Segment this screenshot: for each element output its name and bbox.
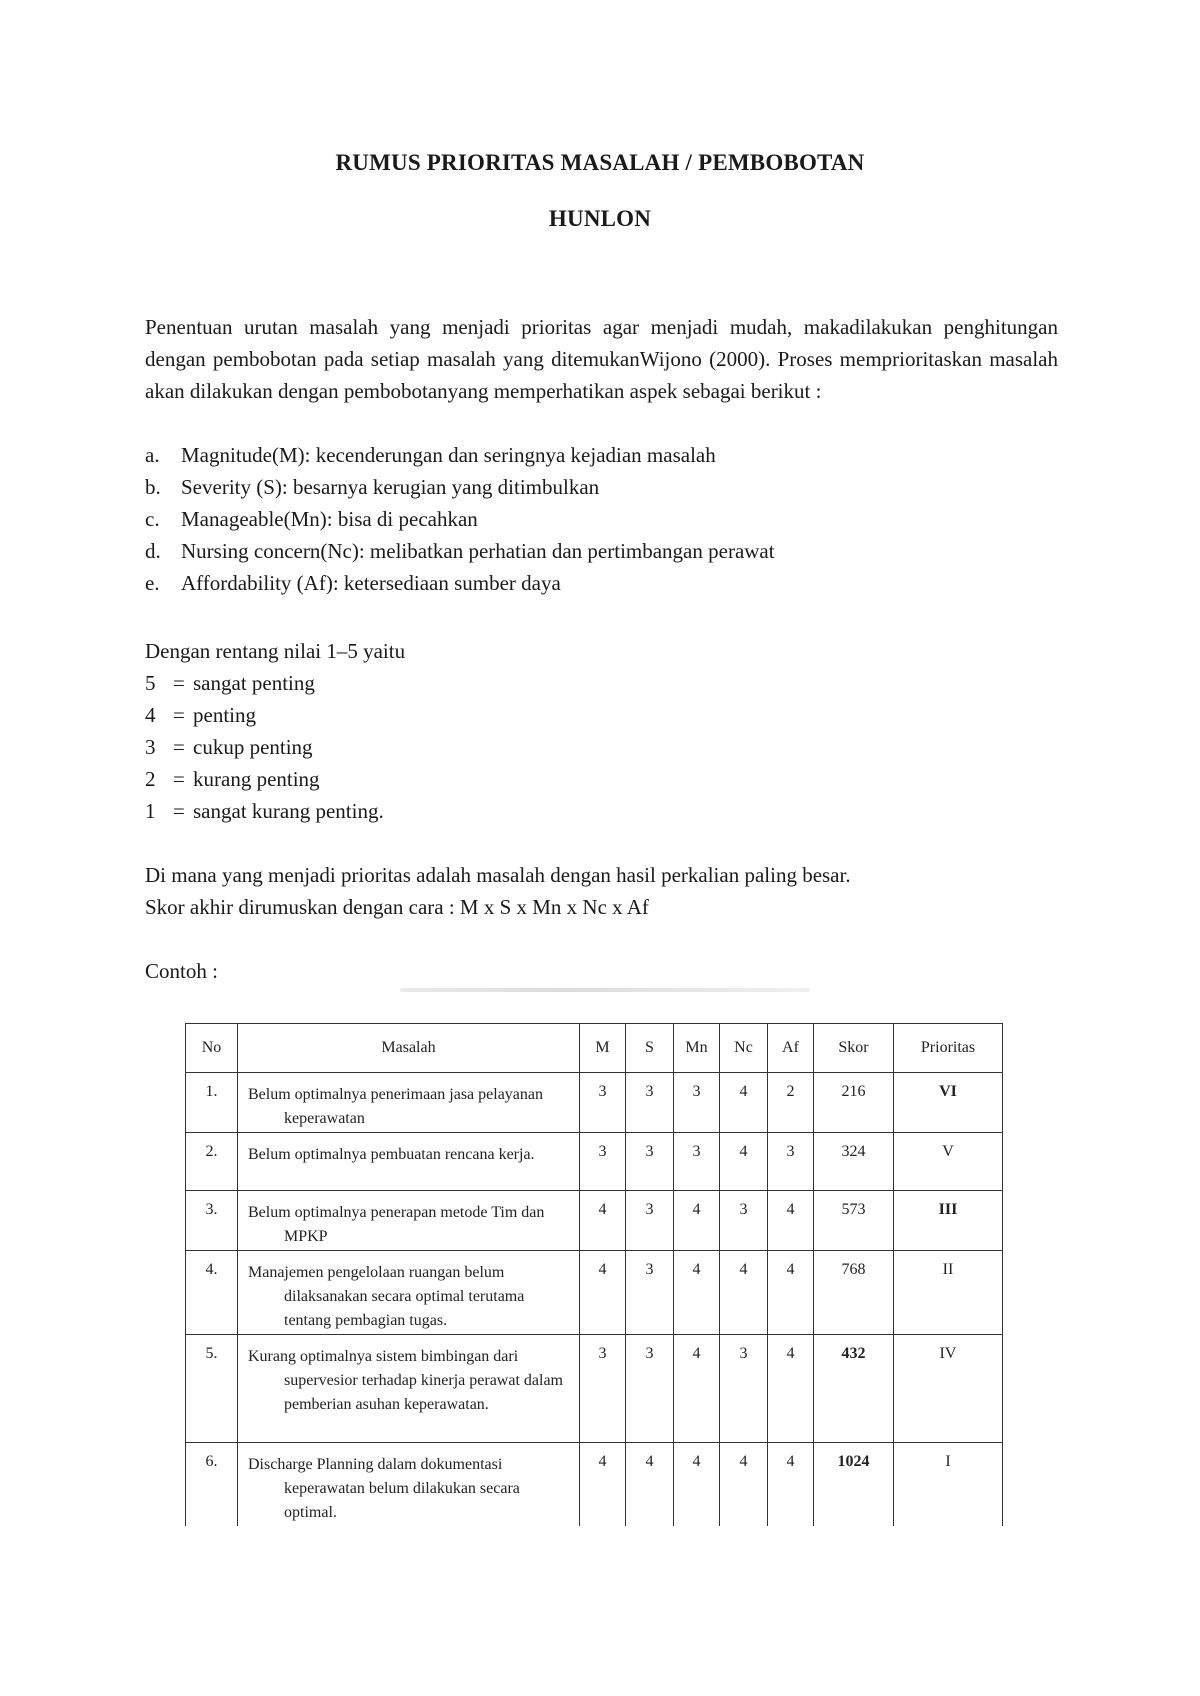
range-row <box>145 763 1058 795</box>
list-text: Severity (S): besarnya kerugian yang ditimbulkan <box>181 475 600 499</box>
cell-prioritas: IV <box>894 1335 1003 1443</box>
table-row <box>186 1251 1003 1335</box>
cell-nc: 4 <box>720 1133 768 1191</box>
table-row <box>186 1073 1003 1133</box>
range-row <box>145 731 1058 763</box>
cell-nc: 3 <box>720 1335 768 1443</box>
list-item <box>145 471 1058 503</box>
cell-no: 1. <box>186 1073 238 1133</box>
column-header: Af <box>768 1024 814 1073</box>
cell-mn: 4 <box>674 1443 720 1527</box>
cell-prioritas: II <box>894 1251 1003 1335</box>
equals-sign: = <box>173 703 185 727</box>
cell-mn: 3 <box>674 1073 720 1133</box>
cell-mn: 3 <box>674 1133 720 1191</box>
cell-masalah: Discharge Planning dalam dokumentasi keperawatan belum dilakukan secara optimal. <box>238 1443 580 1527</box>
list-text: Manageable(Mn): bisa di pecahkan <box>181 507 478 531</box>
column-header: Skor <box>814 1024 894 1073</box>
list-marker: a. <box>145 443 160 467</box>
cell-masalah: Belum optimalnya penerapan metode Tim dan MPKP <box>238 1191 580 1251</box>
column-header: Mn <box>674 1024 720 1073</box>
cell-prioritas: V <box>894 1133 1003 1191</box>
example-label: Contoh : <box>145 959 218 983</box>
cell-prioritas: III <box>894 1191 1003 1251</box>
formula-note <box>145 859 1058 923</box>
list-marker: b. <box>145 475 161 499</box>
table-row <box>186 1133 1003 1191</box>
table-row <box>186 1191 1003 1251</box>
cell-af: 3 <box>768 1133 814 1191</box>
cell-nc: 4 <box>720 1251 768 1335</box>
column-header: M <box>580 1024 626 1073</box>
list-item <box>145 503 1058 535</box>
cell-masalah: Belum optimalnya penerimaan jasa pelayanan keperawatan <box>238 1073 580 1133</box>
list-text: Affordability (Af): ketersediaan sumber daya <box>181 571 561 595</box>
table-header-row <box>186 1024 1003 1073</box>
cell-mn: 4 <box>674 1191 720 1251</box>
range-value: 3 <box>145 735 156 759</box>
list-marker: e. <box>145 571 160 595</box>
cell-nc: 4 <box>720 1443 768 1527</box>
cell-nc: 3 <box>720 1191 768 1251</box>
cell-m: 4 <box>580 1443 626 1527</box>
cell-s: 3 <box>626 1133 674 1191</box>
cell-m: 3 <box>580 1335 626 1443</box>
intro-paragraph: Penentuan urutan masalah yang menjadi prioritas agar menjadi mudah, makadilakukan penghitungan dengan pembobotan pada setiap masalah yang ditemukanWijono (2000). Proses memprioritaskan masalah akan dilakukan dengan pembobotanyang memperhatikan aspek sebagai berikut : <box>145 315 1058 403</box>
cell-m: 3 <box>580 1133 626 1191</box>
cell-masalah: Belum optimalnya pembuatan rencana kerja. <box>238 1133 580 1191</box>
column-header: No <box>186 1024 238 1073</box>
cell-s: 3 <box>626 1335 674 1443</box>
list-marker: d. <box>145 539 161 563</box>
cell-af: 2 <box>768 1073 814 1133</box>
cell-no: 4. <box>186 1251 238 1335</box>
column-header: Masalah <box>238 1024 580 1073</box>
equals-sign: = <box>173 799 185 823</box>
range-label: kurang penting <box>193 767 320 791</box>
formula-line: Skor akhir dirumuskan dengan cara : M x S x Mn x Nc x Af <box>145 895 649 919</box>
page-title: RUMUS PRIORITAS MASALAH / PEMBOBOTAN <box>335 150 865 175</box>
table-row <box>186 1335 1003 1443</box>
range-label: cukup penting <box>193 735 313 759</box>
equals-sign: = <box>173 671 185 695</box>
cell-skor: 432 <box>814 1335 894 1443</box>
cell-af: 4 <box>768 1251 814 1335</box>
range-row <box>145 667 1058 699</box>
list-item <box>145 439 1058 471</box>
aspect-list <box>145 439 1058 599</box>
cell-no: 2. <box>186 1133 238 1191</box>
equals-sign: = <box>173 735 185 759</box>
cell-mn: 4 <box>674 1251 720 1335</box>
range-row <box>145 699 1058 731</box>
cell-m: 4 <box>580 1191 626 1251</box>
equals-sign: = <box>173 767 185 791</box>
range-row <box>145 795 1058 827</box>
cell-s: 3 <box>626 1073 674 1133</box>
priority-table <box>185 1023 1003 1526</box>
cell-skor: 324 <box>814 1133 894 1191</box>
column-header: Prioritas <box>894 1024 1003 1073</box>
column-header: S <box>626 1024 674 1073</box>
cell-masalah: Kurang optimalnya sistem bimbingan dari supervesior terhadap kinerja perawat dalam pemberian asuhan keperawatan. <box>238 1335 580 1443</box>
cell-prioritas: I <box>894 1443 1003 1527</box>
cell-s: 3 <box>626 1251 674 1335</box>
cell-skor: 216 <box>814 1073 894 1133</box>
page-subtitle: HUNLON <box>548 206 652 231</box>
cell-skor: 768 <box>814 1251 894 1335</box>
cell-m: 4 <box>580 1251 626 1335</box>
range-value: 5 <box>145 671 156 695</box>
cell-mn: 4 <box>674 1335 720 1443</box>
cell-no: 3. <box>186 1191 238 1251</box>
cell-no: 5. <box>186 1335 238 1443</box>
table-row <box>186 1443 1003 1527</box>
cell-s: 4 <box>626 1443 674 1527</box>
value-range <box>145 635 1058 827</box>
cell-skor: 1024 <box>814 1443 894 1527</box>
range-value: 4 <box>145 703 156 727</box>
cell-af: 4 <box>768 1191 814 1251</box>
list-item <box>145 535 1058 567</box>
cell-no: 6. <box>186 1443 238 1527</box>
column-header: Nc <box>720 1024 768 1073</box>
list-marker: c. <box>145 507 160 531</box>
faint-caption-line <box>400 988 810 992</box>
cell-skor: 573 <box>814 1191 894 1251</box>
cell-af: 4 <box>768 1443 814 1527</box>
cell-af: 4 <box>768 1335 814 1443</box>
range-label: sangat kurang penting. <box>193 799 384 823</box>
cell-prioritas: VI <box>894 1073 1003 1133</box>
range-label: sangat penting <box>193 671 315 695</box>
cell-m: 3 <box>580 1073 626 1133</box>
range-value: 1 <box>145 799 156 823</box>
range-label: penting <box>193 703 256 727</box>
cell-s: 3 <box>626 1191 674 1251</box>
list-text: Magnitude(M): kecenderungan dan seringnya kejadian masalah <box>181 443 716 467</box>
list-text: Nursing concern(Nc): melibatkan perhatian dan pertimbangan perawat <box>181 539 775 563</box>
range-value: 2 <box>145 767 156 791</box>
cell-masalah: Manajemen pengelolaan ruangan belum dilaksanakan secara optimal terutama tentang pembagian tugas. <box>238 1251 580 1335</box>
list-item <box>145 567 1058 599</box>
note-line: Di mana yang menjadi prioritas adalah masalah dengan hasil perkalian paling besar. <box>145 863 851 887</box>
cell-nc: 4 <box>720 1073 768 1133</box>
range-heading: Dengan rentang nilai 1–5 yaitu <box>145 639 406 663</box>
